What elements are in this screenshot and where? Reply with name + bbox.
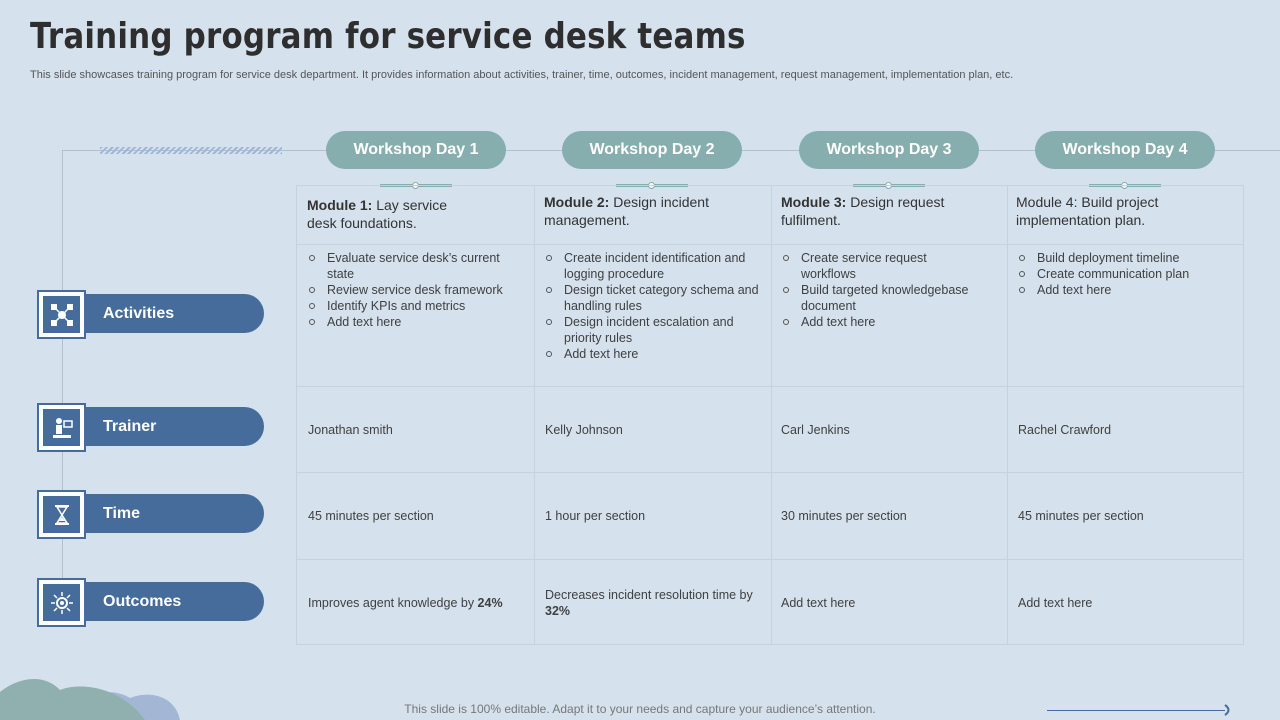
activities-list-2 [544, 250, 766, 362]
row-label-activities: Activities [70, 294, 264, 333]
page-title: Training program for service desk teams [30, 16, 746, 57]
activities-list-1 [307, 250, 527, 330]
hourglass-icon [43, 496, 80, 533]
activities-list-3 [781, 250, 981, 330]
time-icon-box [37, 490, 86, 539]
outcome-2 [545, 560, 760, 646]
list-item: Add text here [544, 346, 766, 362]
trainer-1: Jonathan smith [308, 422, 393, 437]
column-divider [534, 186, 535, 644]
row-label-time: Time [70, 494, 264, 533]
module-2-label: Module 2: [544, 194, 610, 210]
activities-list-4 [1017, 250, 1227, 298]
module-1-label: Module 1: [307, 197, 373, 213]
outcome-1-value: 24% [477, 596, 503, 610]
outcome-1-label: Improves agent knowledge by [308, 596, 478, 610]
list-item: Add text here [1017, 282, 1227, 298]
footer-line [1047, 710, 1225, 711]
workshop-day-1-pill: Workshop Day 1 [326, 131, 506, 169]
outcome-1-text [308, 596, 503, 610]
footer-note: This slide is 100% editable. Adapt it to your needs and capture your audience’s attention. [404, 702, 876, 716]
column-divider [1007, 186, 1008, 644]
module-2-heading [544, 193, 724, 229]
time-1: 45 minutes per section [308, 509, 434, 523]
workshop-day-2-pill: Workshop Day 2 [562, 131, 742, 169]
module-2-title: Design incident management. [544, 194, 709, 228]
trainer-3: Carl Jenkins [781, 422, 850, 437]
list-item: Identify KPIs and metrics [307, 298, 527, 314]
module-3-title: Design request fulfilment. [781, 194, 945, 228]
module-1-heading [307, 196, 477, 232]
workshop-day-3-pill: Workshop Day 3 [799, 131, 979, 169]
trainer-4: Rachel Crawford [1018, 422, 1112, 437]
activities-icon-box [37, 290, 86, 339]
module-4-heading [1016, 193, 1216, 229]
list-item: Review service desk framework [307, 282, 527, 298]
presenter-icon [43, 409, 80, 446]
time-3: 30 minutes per section [781, 509, 907, 523]
trainer-icon-box [37, 403, 86, 452]
list-item: Add text here [307, 314, 527, 330]
column-divider [771, 186, 772, 644]
training-table [296, 185, 1244, 645]
hatched-accent [100, 147, 282, 154]
list-item: Design ticket category schema and handling rules [544, 282, 766, 314]
module-3-label: Module 3: [781, 194, 847, 210]
list-item: Create service request workflows [781, 250, 981, 282]
time-2: 1 hour per section [545, 509, 646, 523]
list-item: Add text here [781, 314, 981, 330]
row-label-outcomes: Outcomes [70, 582, 264, 621]
module-3-heading [781, 193, 951, 229]
time-4: 45 minutes per section [1018, 509, 1144, 523]
list-item: Evaluate service desk’s current state [307, 250, 527, 282]
outcome-4: Add text here [1018, 596, 1093, 610]
row-divider [297, 244, 1243, 245]
list-item: Build targeted knowledgebase document [781, 282, 981, 314]
outcome-2-value: 32% [545, 604, 571, 618]
outcome-2-label: Decreases incident resolution time by [545, 588, 753, 602]
row-label-trainer: Trainer [70, 407, 264, 446]
outcome-3: Add text here [781, 596, 856, 610]
network-nodes-icon [43, 296, 80, 333]
connector-line-left [62, 150, 63, 620]
page-subtitle: This slide showcases training program for service desk department. It provides information about activities, trainer, time, outcomes, incident management, request management, implementation plan, etc. [30, 69, 1014, 81]
module-1-title: Lay service desk foundations. [307, 197, 448, 231]
list-item: Build deployment timeline [1017, 250, 1227, 266]
workshop-day-4-pill: Workshop Day 4 [1035, 131, 1215, 169]
target-gear-icon [43, 584, 80, 621]
outcomes-icon-box [37, 578, 86, 627]
outcome-2-text [545, 587, 760, 619]
list-item: Create communication plan [1017, 266, 1227, 282]
trainer-2: Kelly Johnson [545, 422, 623, 437]
module-4-title: Module 4: Build project implementation plan. [1016, 194, 1159, 228]
outcome-1 [308, 560, 528, 646]
list-item: Design incident escalation and priority rules [544, 314, 766, 346]
chevron-right-icon [1222, 704, 1234, 716]
list-item: Create incident identification and logging procedure [544, 250, 766, 282]
